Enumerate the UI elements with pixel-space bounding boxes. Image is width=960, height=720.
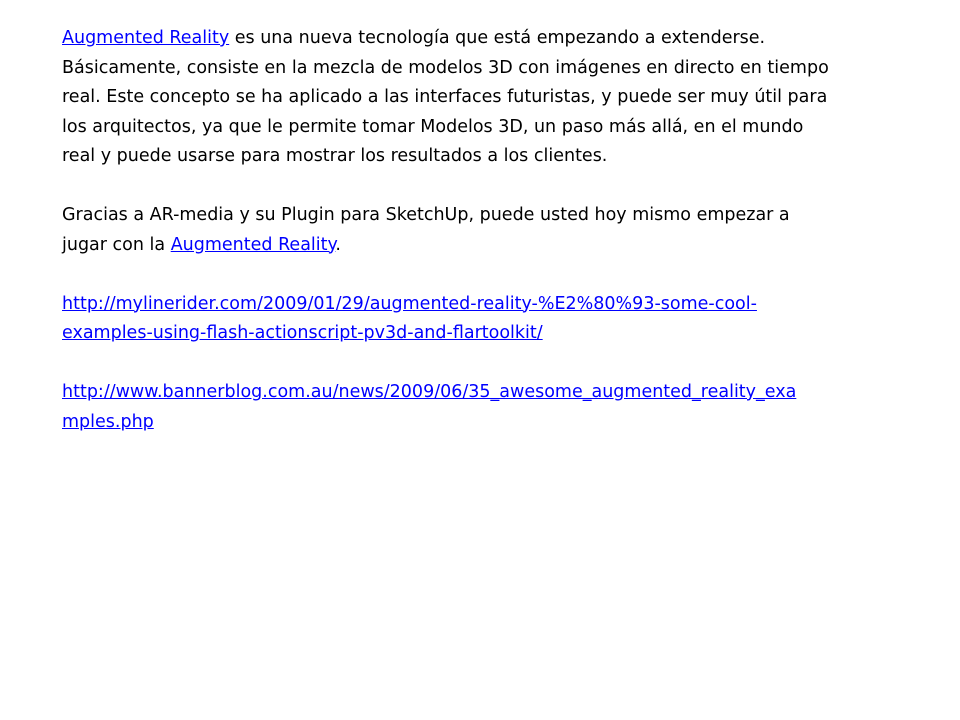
paragraph-spacer xyxy=(62,260,922,290)
armedia-line-2-suffix: . xyxy=(335,234,341,255)
intro-line-5: real y puede usarse para mostrar los resultados a los clientes. xyxy=(62,146,608,166)
augmented-reality-link[interactable]: Augmented Reality xyxy=(62,28,230,48)
url-paragraph-1 xyxy=(62,290,922,349)
intro-line-4: los arquitectos, ya que le permite tomar Modelos 3D, un paso más allá, en el mundo xyxy=(62,116,804,137)
intro-line-1-text: es una nueva tecnología que está empezando a extenderse. xyxy=(229,28,766,48)
intro-line-3: real. Este concepto se ha aplicado a las interfaces futuristas, y puede ser muy útil para xyxy=(62,87,828,107)
mylinerider-url-line-1[interactable]: http://mylinerider.com/2009/01/29/augmented-reality-%E2%80%93-some-cool- xyxy=(62,293,757,314)
armedia-line-2 xyxy=(62,231,922,261)
url-paragraph-2 xyxy=(62,378,922,437)
text-body xyxy=(62,24,922,437)
armedia-line-2-prefix: jugar con la xyxy=(62,234,171,255)
mylinerider-url-link[interactable] xyxy=(62,290,922,349)
armedia-paragraph xyxy=(62,201,922,260)
intro-line-2: Básicamente, consiste en la mezcla de modelos 3D con imágenes en directo en tiempo xyxy=(62,57,829,78)
intro-line-1 xyxy=(62,24,922,54)
augmented-reality-link-2[interactable]: Augmented Reality xyxy=(170,234,336,255)
bannerblog-url-link[interactable] xyxy=(62,378,922,437)
intro-paragraph xyxy=(62,24,922,172)
mylinerider-url-line-2[interactable]: examples-using-flash-actionscript-pv3d-and-flartoolkit/ xyxy=(62,323,543,343)
paragraph-spacer xyxy=(62,349,922,379)
armedia-line-1: Gracias a AR-media y su Plugin para SketchUp, puede usted hoy mismo empezar a xyxy=(62,205,790,225)
paragraph-spacer xyxy=(62,172,922,202)
bannerblog-url-line-1[interactable]: http://www.bannerblog.com.au/news/2009/06/35_awesome_augmented_reality_exa xyxy=(62,382,797,402)
bannerblog-url-line-2[interactable]: mples.php xyxy=(62,411,154,432)
